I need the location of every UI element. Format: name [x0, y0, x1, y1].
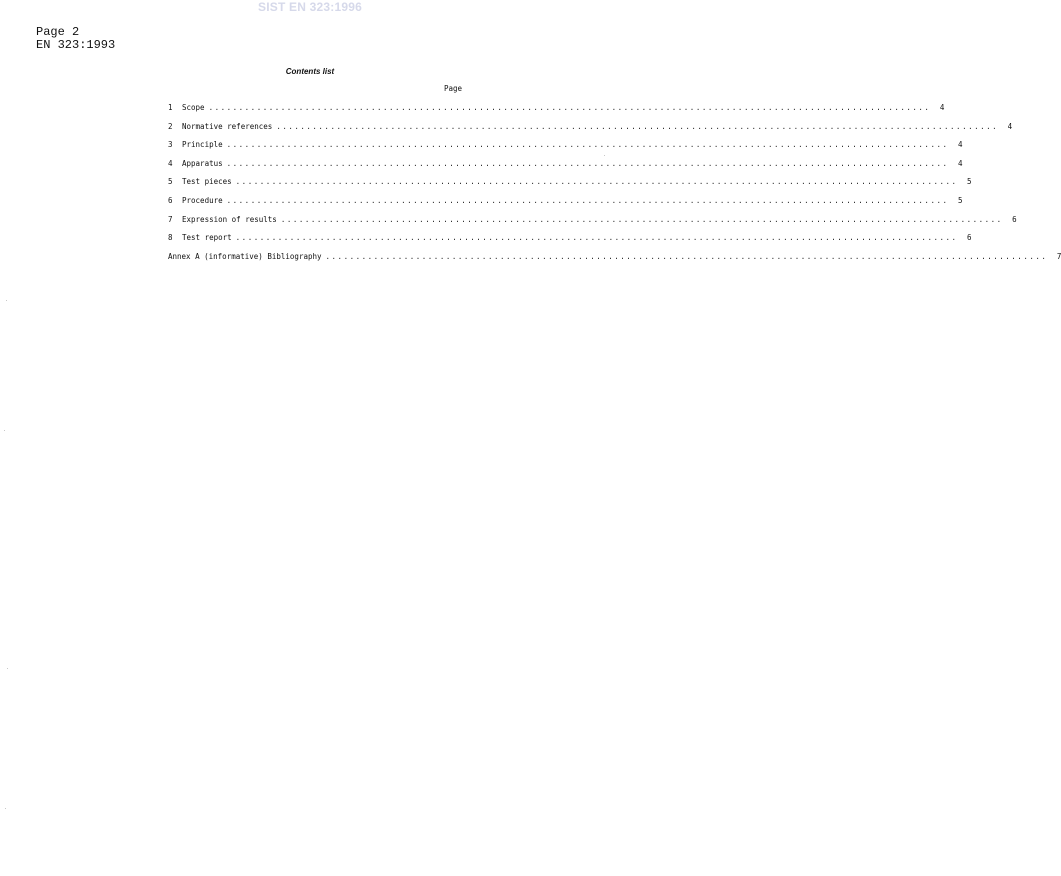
toc-entry-page: 5 [957, 195, 963, 205]
toc-entry-label: Test pieces [182, 177, 232, 187]
toc-leader-dots: ........................................................................................................................ [276, 121, 999, 131]
watermark: SIST EN 323:1996 [258, 0, 362, 14]
toc-entry[interactable] [168, 195, 963, 215]
toc-entry-page: 4 [939, 103, 945, 112]
toc-entry-page: 4 [957, 158, 963, 168]
standard-id: EN 323:1993 [36, 38, 116, 52]
toc-entry[interactable] [168, 158, 963, 178]
toc-entry-label: Principle [182, 140, 223, 150]
toc-leader-dots: ........................................................................................................................ [208, 103, 931, 112]
toc-entry[interactable] [168, 121, 1013, 141]
toc-entry[interactable] [168, 233, 972, 252]
toc-entry[interactable] [168, 214, 1017, 234]
toc-entry-number: 5 [168, 177, 173, 187]
toc-leader-dots: ........................................................................................................................ [235, 177, 958, 187]
toc-entry-page: 4 [1007, 121, 1013, 131]
scan-speck [5, 808, 6, 809]
toc-entry-page: 4 [957, 140, 963, 150]
toc-entry[interactable] [168, 103, 945, 122]
toc-entry-page: 6 [1012, 214, 1017, 224]
scan-speck [6, 300, 7, 301]
toc-entry-label: Scope [182, 103, 205, 112]
toc-entry[interactable] [168, 177, 972, 196]
toc-entry-label: Procedure [182, 195, 223, 205]
toc-entry-page: 7 [1056, 251, 1061, 261]
scan-speck [7, 668, 8, 669]
toc-entry-page: 6 [967, 233, 972, 243]
table-of-contents [168, 103, 1061, 270]
toc-entry-number: 4 [168, 158, 173, 168]
toc-entry-label: Normative references [182, 121, 273, 131]
toc-entry[interactable] [168, 140, 963, 159]
toc-leader-dots: ........................................................................................................................ [226, 158, 949, 168]
page-number: Page 2 [36, 25, 80, 39]
toc-entry-label: Apparatus [182, 158, 223, 168]
toc-leader-dots: ........................................................................................................................ [325, 251, 1048, 261]
scan-speck [4, 430, 5, 431]
page-header [36, 26, 115, 52]
toc-entry-number: 1 [168, 103, 173, 112]
toc-entry-number: 8 [168, 233, 173, 243]
page-column-heading: Page [443, 84, 462, 93]
contents-title: Contents list [285, 67, 335, 76]
toc-entry-label: Annex A (informative) Bibliography [168, 251, 322, 261]
toc-entry-number: 6 [168, 195, 173, 205]
toc-entry-annex[interactable] [168, 251, 1061, 271]
toc-entry-number: 2 [168, 121, 173, 131]
toc-leader-dots: ........................................................................................................................ [235, 233, 958, 243]
toc-leader-dots: ........................................................................................................................ [226, 140, 949, 150]
scan-speck [604, 155, 605, 156]
toc-entry-label: Expression of results [182, 214, 277, 224]
toc-entry-label: Test report [182, 233, 232, 243]
toc-leader-dots: ........................................................................................................................ [280, 214, 1003, 224]
toc-entry-number: 3 [168, 140, 173, 150]
toc-entry-page: 5 [967, 177, 972, 187]
toc-entry-number: 7 [168, 214, 173, 224]
toc-leader-dots: ........................................................................................................................ [226, 195, 949, 205]
